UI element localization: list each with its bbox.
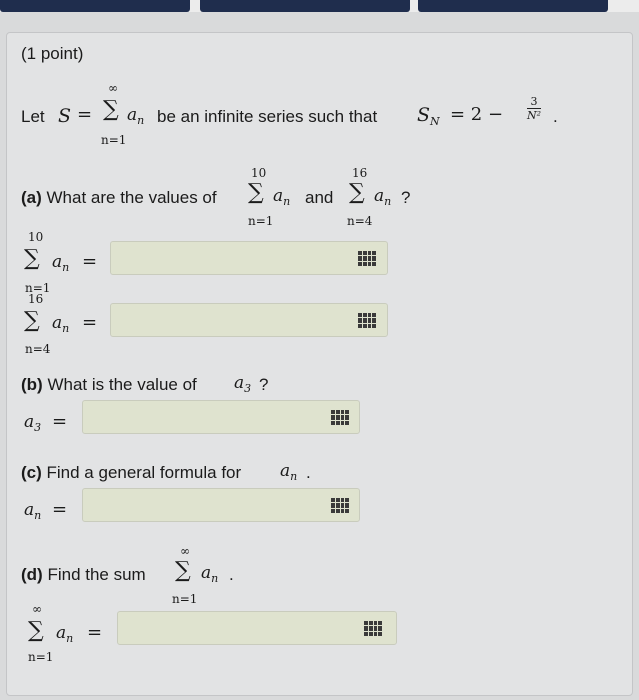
problem-panel [6, 32, 633, 696]
part-d-term: $a_n$ [201, 563, 219, 585]
part-d-period: . [229, 565, 234, 584]
c-var-label: $a_n$ [24, 500, 42, 522]
part-d-sum-lower: n=1 [172, 592, 198, 606]
equation-editor-icon[interactable] [331, 498, 349, 513]
intro-fraction: $\frac{3}{\text{N²}}$ [527, 95, 542, 122]
part-d-question: (d) Find the sum [21, 565, 146, 584]
part-a-sum1-lower: n=1 [248, 214, 274, 228]
intro-let: Let [21, 107, 45, 126]
a2-term: $a_n$ [52, 313, 70, 335]
part-b-qmark: ? [259, 375, 269, 394]
part-a-question: (a) What are the values of [21, 188, 217, 207]
d-term: $a_n$ [56, 623, 74, 645]
intro-term: $a_n$ [127, 105, 145, 127]
equation-editor-icon[interactable] [331, 410, 349, 425]
intro-sum-upper: ∞ [108, 81, 118, 95]
sigma-icon: ∑ [24, 308, 40, 333]
answer-input-a2[interactable] [110, 303, 388, 337]
part-a-sum1-upper: 10 [251, 166, 267, 180]
sigma-icon: ∑ [248, 180, 264, 205]
a1-sum-upper: 10 [28, 230, 44, 244]
intro-period: . [553, 107, 558, 126]
part-b-var: $a_3$ [234, 373, 252, 395]
intro-sum-lower: n=1 [101, 133, 127, 147]
intro-description: be an infinite series such that [157, 107, 378, 126]
answer-input-a1[interactable] [110, 241, 388, 275]
nav-tab-3[interactable] [418, 0, 608, 12]
equation-editor-icon[interactable] [358, 313, 376, 328]
sigma-icon: ∑ [24, 246, 40, 271]
part-b-question: (b) What is the value of [21, 375, 197, 394]
nav-tab-2[interactable] [200, 0, 410, 12]
c-equals: = [52, 499, 68, 520]
sigma-icon: ∑ [175, 558, 191, 583]
part-c-question: (c) Find a general formula for [21, 463, 242, 482]
part-a-term2: $a_n$ [374, 186, 392, 208]
part-a-qmark: ? [401, 188, 411, 207]
answer-input-d[interactable] [117, 611, 397, 645]
part-a-sum2-upper: 16 [352, 166, 368, 180]
part-a-sum2-lower: n=4 [347, 214, 373, 228]
part-d-sum-upper: ∞ [180, 544, 190, 558]
a2-sum-upper: 16 [28, 292, 44, 306]
a1-sum-lower: n=1 [25, 281, 51, 295]
b-equals: = [52, 411, 68, 432]
intro-S: S [58, 105, 72, 127]
sigma-icon: ∑ [28, 618, 44, 643]
points-label: (1 point) [21, 44, 84, 63]
intro-SN: $S_N$ [417, 104, 440, 128]
sigma-icon: ∑ [349, 180, 365, 205]
part-a-term1: $a_n$ [273, 186, 291, 208]
d-equals: = [87, 622, 103, 643]
nav-tab-1[interactable] [0, 0, 190, 12]
d-sum-upper: ∞ [32, 602, 42, 616]
sigma-icon: ∑ [103, 97, 119, 122]
answer-input-c[interactable] [82, 488, 360, 522]
a1-term: $a_n$ [52, 252, 70, 274]
equation-editor-icon[interactable] [364, 621, 382, 636]
intro-SN-value: = 2 − [450, 104, 504, 125]
d-sum-lower: n=1 [28, 650, 54, 664]
intro-equals: = [77, 104, 93, 125]
answer-input-b[interactable] [82, 400, 360, 434]
a2-sum-lower: n=4 [25, 342, 51, 356]
top-nav-bar [0, 0, 639, 12]
equation-editor-icon[interactable] [358, 251, 376, 266]
a1-equals: = [82, 251, 98, 272]
a2-equals: = [82, 312, 98, 333]
part-c-var: $a_n$ [280, 461, 298, 483]
b-var-label: $a_3$ [24, 412, 42, 434]
part-c-period: . [306, 463, 311, 482]
part-a-and: and [305, 188, 334, 207]
